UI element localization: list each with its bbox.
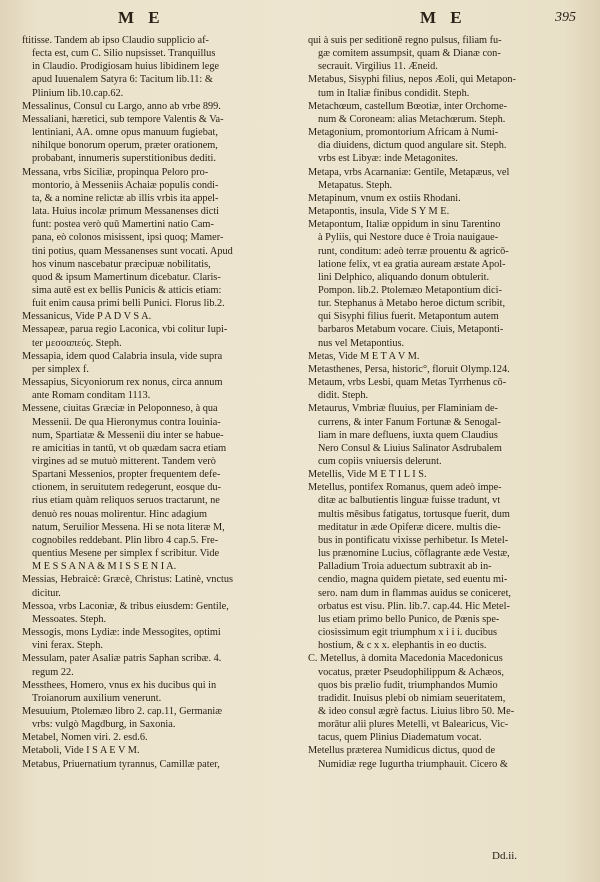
entry-line: lentiniani, AA. omne opus manuum fugiebat, xyxy=(32,127,218,139)
dictionary-entry xyxy=(22,758,290,771)
entry-line: fuit enim causa primi belli Punici. Florus lib.2. xyxy=(32,298,225,310)
entry-line: lata. Huius incolæ primum Messanenses dicti xyxy=(32,206,220,218)
entry-line: Messulam, pater Asaliæ patris Saphan scribæ. 4. xyxy=(22,653,222,665)
entry-line: orbatus est visu. Plin. lib.7. cap.44. Hic Metel- xyxy=(318,600,510,612)
dictionary-entry xyxy=(22,323,290,349)
entry-line: qui à suis per seditionē regno pulsus, filiam fu- xyxy=(308,35,502,46)
entry-line: M E S S A N A & M I S S E N I A. xyxy=(32,561,177,573)
entry-line: Metapatus. Steph. xyxy=(318,179,393,191)
entry-line: Pompon. lib.2. Ptolemæo Metapontium dici- xyxy=(318,284,502,296)
dictionary-entry xyxy=(22,34,290,100)
entry-line: barbaros Metabum vocare. Ciuis, Metaponti- xyxy=(318,324,504,336)
entry-line: Metaum, vrbs Lesbi, quam Metas Tyrrhenus cō- xyxy=(308,377,507,389)
entry-line: qui Sisyphi filius fuerit. Metapontum autem xyxy=(318,311,499,323)
entry-line: Metas, Vide M E T A V M. xyxy=(308,350,420,362)
entry-line: natum, Seruilior Messena. Hi se nota literæ M, xyxy=(32,521,225,533)
dictionary-entry xyxy=(22,350,290,376)
entry-line: liam in mare defluens, iuxta quem Claudius xyxy=(318,429,498,441)
dictionary-entry xyxy=(308,481,582,652)
entry-line: lini Delphico, aliquando donum obtulerit. xyxy=(318,271,490,283)
entry-line: Plinium lib.10.cap.62. xyxy=(32,87,124,99)
entry-line: Messapia, idem quod Calabria insula, vide supra xyxy=(22,350,223,362)
entry-line: ante Romam conditam 1113. xyxy=(32,390,151,402)
entry-line: morātur alii plures Metelli, vt Balearicus, Vic- xyxy=(318,719,509,731)
dictionary-entry xyxy=(308,376,582,402)
entry-line: Metaurus, Vmbriæ fluuius, per Flaminiam de- xyxy=(308,403,498,415)
entry-line: Metapinum, vnum ex ostiis Rhodani. xyxy=(308,192,461,204)
running-header xyxy=(0,8,600,34)
entry-line: montorio, à Messeniis Achaiæ populis condi- xyxy=(32,179,219,191)
dictionary-entry xyxy=(22,573,290,599)
entry-line: Metaboli, Vide I S A E V M. xyxy=(22,745,140,757)
entry-line: Messoates. Steph. xyxy=(32,613,107,625)
entry-line: vini ferax. Steph. xyxy=(32,640,103,652)
dictionary-entry xyxy=(308,100,582,126)
dictionary-entry xyxy=(22,731,290,744)
entry-line: Metapontum, Italiæ oppidum in sinu Tarentino xyxy=(308,219,501,231)
dictionary-entry xyxy=(308,34,582,73)
entry-line: re amicitias in tantū, vt ob quædam sacra etiam xyxy=(32,442,227,454)
entry-line: virgines ad se mutuò mitterent. Tandem verò xyxy=(32,456,216,467)
right-column xyxy=(308,34,582,771)
entry-line: lus etiam primo bello Punico, de Pœnis spe- xyxy=(318,613,500,625)
entry-line: dicitur. xyxy=(32,587,61,599)
entry-line: Messanicus, Vide P A D V S A. xyxy=(22,311,152,323)
entry-line: gæ comitem assumpsit, quam & Dianæ con- xyxy=(318,48,501,60)
entry-line: ciosissimum egit triumphum x i i i. ducibus xyxy=(318,627,498,639)
entry-line: Metellis, Vide M E T I L I S. xyxy=(308,469,427,481)
entry-line: quod & ipsum Mamertinum dicebatur. Claris- xyxy=(32,271,221,283)
entry-line: Messapeæ, parua regio Laconica, vbi colitur Iupi- xyxy=(22,324,228,336)
entry-line: per simplex f. xyxy=(32,363,89,375)
entry-line: cendio, magna quidem pietate, sed euentu mi- xyxy=(318,574,508,586)
entry-line: probabant, innumeris superstitionibus dediti. xyxy=(32,153,216,165)
entry-line: Metellus præterea Numidicus dictus, quod de xyxy=(308,745,496,757)
entry-line: quentius Mesene per simplex f scribitur. Vide xyxy=(32,548,220,560)
header-right-letters: M E xyxy=(420,8,467,27)
dictionary-entry xyxy=(308,166,582,192)
entry-line: hos vinum nascebatur præcipuæ nobilitatis, xyxy=(32,258,211,270)
dictionary-entry xyxy=(22,166,290,311)
entry-line: Metagonium, promontorium Africam à Numi- xyxy=(308,127,499,139)
entry-line: Metasthenes, Persa, historic°, floruit Olymp.124. xyxy=(308,363,510,375)
dictionary-entry xyxy=(22,376,290,402)
entry-line: ftitisse. Tandem ab ipso Claudio supplicio af- xyxy=(22,35,209,46)
dictionary-entry xyxy=(22,652,290,678)
entry-line: funt: postea verò quū Mamertini natio Cam- xyxy=(32,219,214,231)
entry-line: apud Iuuenalem Satyra 6: Tacitum lib.11: & xyxy=(32,74,213,86)
entry-line: à Pyliis, qui Nestore duce è Troia nauigaue- xyxy=(318,232,499,244)
entry-line: num & Coroneam: alias Metachœrum. Steph. xyxy=(318,113,506,125)
entry-line: tini potius, quam Messanenses sunt vocati. Apud xyxy=(32,245,233,257)
entry-line: tur. Stephanus à Metabo heroe dictum scribit, xyxy=(318,298,506,310)
entry-line: Nero Consul & Liuius Salinator Asdrubalem xyxy=(318,442,502,454)
dictionary-entry xyxy=(308,363,582,376)
dictionary-entry xyxy=(308,192,582,205)
dictionary-entry xyxy=(22,100,290,113)
entry-line: ter μεσσαπεύς. Steph. xyxy=(32,337,122,349)
entry-line: meditatur in æde Opiferæ dicere. multis die- xyxy=(318,521,501,533)
entry-line: sima autē est ex bellis Punicis & atticis etiam: xyxy=(32,284,222,296)
entry-line: Messenii. De qua Hieronymus contra Iouinia- xyxy=(32,416,221,428)
entry-line: Messapius, Sicyoniorum rex nonus, circa annum xyxy=(22,377,223,389)
entry-line: Messalinus, Consul cu Largo, anno ab vrbe 899. xyxy=(22,100,221,112)
entry-line: Messogis, mons Lydiæ: inde Messogites, optimi xyxy=(22,627,221,639)
entry-line: Metabus, Priuernatium tyrannus, Camillæ pater, xyxy=(22,758,220,770)
dictionary-entry xyxy=(22,113,290,166)
entry-line: regum 22. xyxy=(32,666,74,678)
entry-line: nihilque bonorum operum, præter orationem, xyxy=(32,140,218,152)
entry-line: runt, conditum: adeò terræ prouentu & agricō- xyxy=(318,245,509,257)
entry-line: vrbs est Libyæ: inde Metagonites. xyxy=(318,153,458,165)
entry-line: Messoa, vrbs Laconiæ, & tribus eiusdem: Gentile, xyxy=(22,600,229,612)
entry-line: nus vel Metapontius. xyxy=(318,337,405,349)
entry-line: Messana, vrbs Siciliæ, propinqua Peloro pro- xyxy=(22,166,209,178)
header-left-letters: M E xyxy=(118,8,165,27)
entry-line: Messene, ciuitas Græciæ in Peloponneso, à qua xyxy=(22,403,218,415)
entry-line: dia diuidens, dictum quod angulare sit. Steph. xyxy=(318,140,507,152)
entry-line: C. Metellus, à domita Macedonia Macedonicus xyxy=(308,653,503,665)
entry-line: cum copiis vniuersis delerunt. xyxy=(318,456,442,467)
left-column xyxy=(22,34,290,771)
page-number: 395 xyxy=(555,10,576,25)
entry-line: ta, & a nomine relictæ ab illis vrbis ita appel- xyxy=(32,192,219,204)
entry-line: bus in pontificatu vixisse perhibetur. Is Metel- xyxy=(318,534,509,546)
dictionary-entry xyxy=(22,626,290,652)
entry-line: Metapa, vrbs Acarnaniæ: Gentile, Metapæus, vel xyxy=(308,166,510,178)
entry-line: Mesuuium, Ptolemæo libro 2. cap.11, Germaniæ xyxy=(22,705,223,717)
dictionary-entry xyxy=(308,205,582,218)
dictionary-entry xyxy=(308,126,582,165)
dictionary-entry xyxy=(22,744,290,757)
entry-line: Metachœum, castellum Bœotiæ, inter Orchome- xyxy=(308,100,508,112)
entry-line: Spartani Messenios, propter frequentem defe- xyxy=(32,469,221,481)
entry-line: denuò res nouas molirentur. Hinc adagium xyxy=(32,508,208,520)
dictionary-entry xyxy=(22,679,290,705)
entry-line: rius etiam quàm reliquos seruos tractarunt, ne xyxy=(32,495,220,507)
dictionary-entry xyxy=(308,350,582,363)
entry-line: latione felix, vt ea gratia auream æstate Apol- xyxy=(318,258,506,270)
entry-line: Messias, Hebraicè: Græcè, Christus: Latinè, vnctus xyxy=(22,574,234,586)
dictionary-entry xyxy=(308,402,582,468)
entry-line: Messaliani, hæretici, sub tempore Valentis & Va- xyxy=(22,113,224,125)
entry-line: fecta est, cum C. Silio nupsisset. Tranquillus xyxy=(32,48,216,60)
entry-line: secrauit. Virgilius 11. Æneid. xyxy=(318,61,438,73)
entry-line: Palladium Troia aduectum subtraxit ab in- xyxy=(318,561,492,573)
entry-line: vrbs: vulgò Magdburg, in Saxonia. xyxy=(32,719,176,731)
entry-line: vocatus, præter Pseudophilippum & Achæos, xyxy=(318,666,504,678)
entry-line: ditæ ac balbutientis linguæ fuisse tradunt, vt xyxy=(318,495,501,507)
dictionary-entry xyxy=(308,744,582,770)
entry-line: ctionem, in seruitutem redegerunt, eosque du- xyxy=(32,482,222,494)
entry-line: pana, eò colonos misissent, ipsi quoq; Mamer- xyxy=(32,232,224,244)
entry-line: tradidit. Inuisus plebi ob nimiam seueritatem, xyxy=(318,692,506,704)
entry-line: Messthees, Homero, vnus ex his ducibus qui in xyxy=(22,679,217,691)
dictionary-entry xyxy=(308,652,582,744)
entry-line: Metabus, Sisyphi filius, nepos Æoli, qui Metapon- xyxy=(308,74,516,86)
entry-line: quos bis prælio fudit, triumphandos Mumio xyxy=(318,679,498,691)
dictionary-entry xyxy=(22,705,290,731)
entry-line: lus prænomine Lucius, cōflagrante æde Vestæ, xyxy=(318,548,510,560)
entry-line: hostium, & c x x. elephantis in eo ductis. xyxy=(318,640,487,652)
signature-mark: Dd.ii. xyxy=(492,850,518,862)
entry-line: num, Spartiatæ & Messenii diu inter se habue- xyxy=(32,429,224,441)
entry-line: Troianorum auxilium venerunt. xyxy=(32,692,162,704)
entry-line: Metapontis, insula, Vide S Y M E. xyxy=(308,206,450,218)
entry-line: currens, & inter Fanum Fortunæ & Senogal- xyxy=(318,416,501,428)
dictionary-entry xyxy=(22,600,290,626)
entry-line: tum in Italiæ finibus condidit. Steph. xyxy=(318,87,470,99)
entry-line: tacus, quem Plinius Diadematum vocat. xyxy=(318,732,482,744)
entry-line: Metellus, pontifex Romanus, quem adeò impe- xyxy=(308,482,502,494)
entry-line: in Claudio. Prodigiosam huius libidinem lege xyxy=(32,61,220,73)
entry-line: didit. Steph. xyxy=(318,390,369,402)
entry-line: Metabel, Nomen viri. 2. esd.6. xyxy=(22,732,148,744)
dictionary-entry xyxy=(308,73,582,99)
dictionary-entry xyxy=(22,310,290,323)
entry-line: Numidiæ rege Iugurtha triumphauit. Cicero & xyxy=(318,758,508,770)
dictionary-entry xyxy=(308,468,582,481)
entry-line: cognobiles reddebant. Plin libro 4 cap.5. Fre- xyxy=(32,534,219,546)
dictionary-entry xyxy=(22,402,290,573)
entry-line: & ideo consul ægrè factus. Liuius libro 50. Me- xyxy=(318,705,515,717)
entry-line: sero. nam dum in flammas auidus se coniceret, xyxy=(318,587,512,599)
dictionary-entry xyxy=(308,218,582,350)
entry-line: multis mēsibus fatigatus, tortusque fuerit, dum xyxy=(318,508,510,520)
